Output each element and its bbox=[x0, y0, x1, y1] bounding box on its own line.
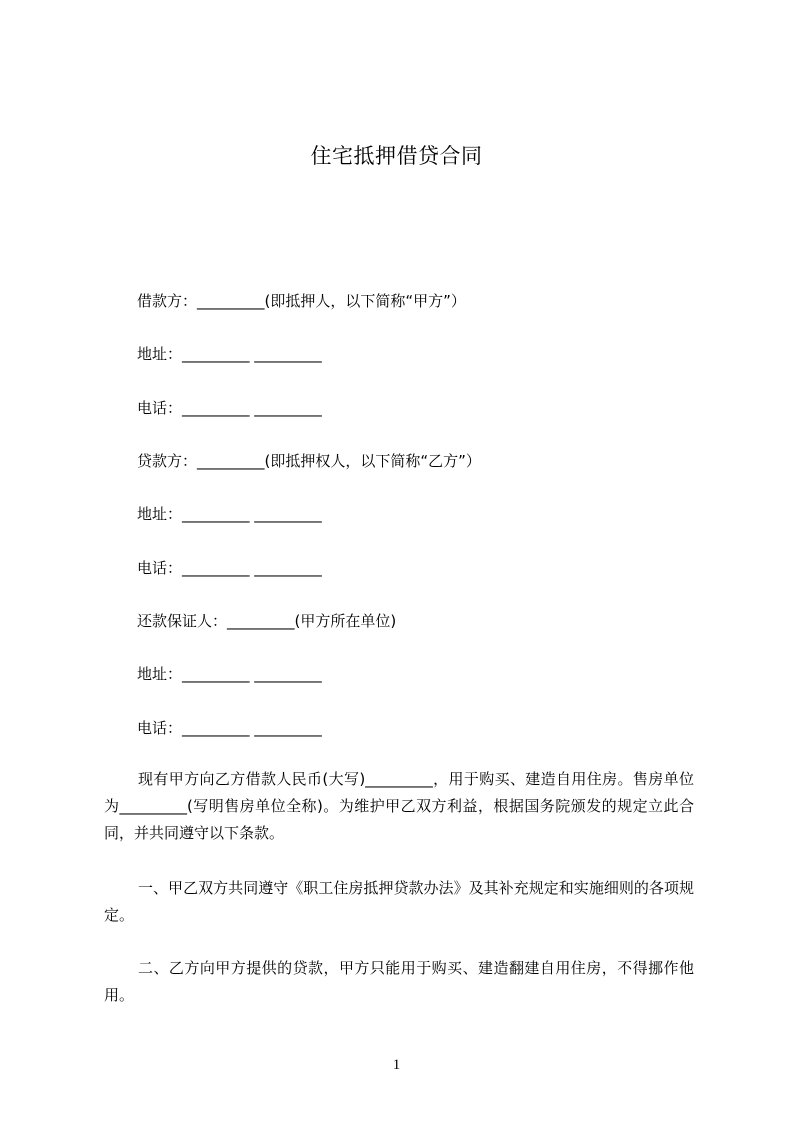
clause-1-paragraph: 一、甲乙双方共同遵守《职工住房抵押贷款办法》及其补充规定和实施细则的各项规定。 bbox=[104, 879, 694, 924]
lender-line: 贷款方：_________(即抵押权人，以下简称“乙方”） bbox=[137, 452, 481, 470]
guarantor-line: 还款保证人：_________(甲方所在单位) bbox=[137, 612, 397, 630]
lender-phone-line: 电话：_________ _________ bbox=[137, 559, 322, 577]
document-title: 住宅抵押借贷合同 bbox=[310, 144, 483, 168]
borrower-line: 借款方：_________(即抵押人，以下简称“甲方”） bbox=[137, 292, 466, 310]
lender-address-line: 地址：_________ _________ bbox=[137, 505, 322, 523]
page-number: 1 bbox=[392, 1057, 401, 1073]
borrower-phone-line: 电话：_________ _________ bbox=[137, 399, 322, 417]
guarantor-phone-line: 电话：_________ _________ bbox=[137, 719, 322, 737]
clause-2-paragraph: 二、乙方向甲方提供的贷款，甲方只能用于购买、建造翻建自用住房，不得挪作他用。 bbox=[104, 959, 694, 1004]
borrower-address-line: 地址：_________ _________ bbox=[137, 345, 322, 363]
guarantor-address-line: 地址：_________ _________ bbox=[137, 665, 322, 683]
preamble-paragraph: 现有甲方向乙方借款人民币(大写)_________，用于购买、建造自用住房。售房单位为_________(写明售房单位全称)。为维护甲乙双方利益，根据国务院颁发的规定立此合同，并共同遵守以下条款。 bbox=[104, 770, 694, 842]
